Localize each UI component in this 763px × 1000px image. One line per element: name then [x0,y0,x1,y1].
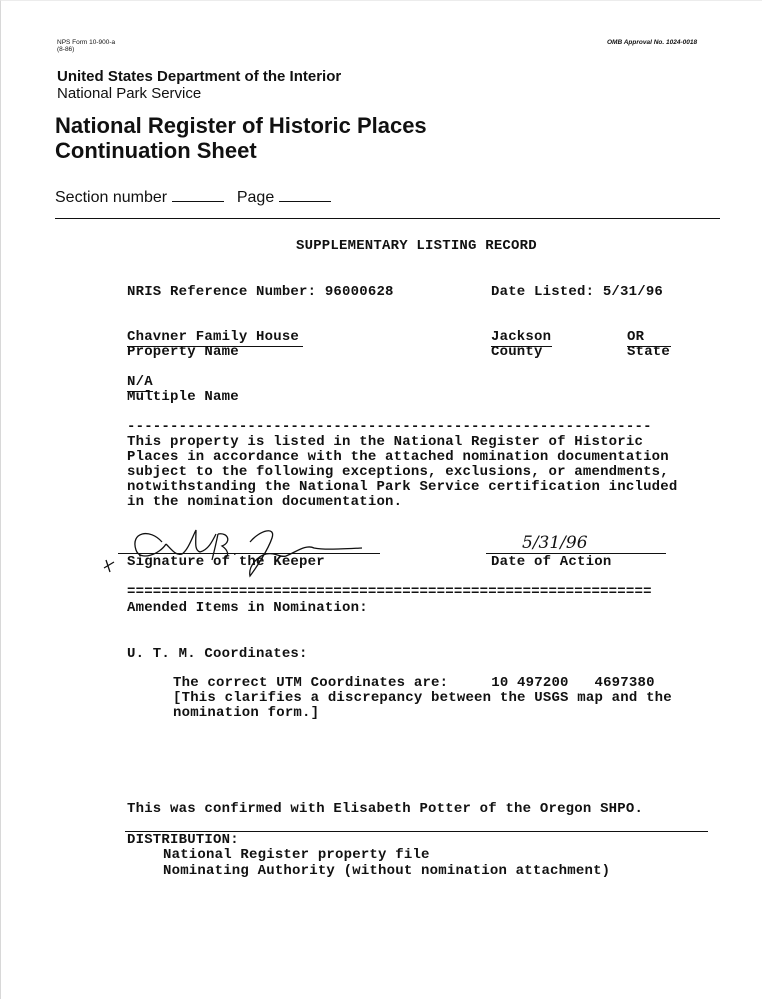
nris-reference: NRIS Reference Number: 96000628 [127,284,394,300]
utm-line: nomination form.] [173,705,320,721]
omb-approval: OMB Approval No. 1024-0018 [607,39,698,46]
state-label: State [627,344,671,360]
county-label: County [491,344,543,360]
utm-line: [This clarifies a discrepancy between the USGS map and the [173,690,672,706]
form-revision: (8-86) [57,46,75,53]
listing-paragraph-line: subject to the following exceptions, exclusions, or amendments, [127,464,669,480]
date-listed: Date Listed: 5/31/96 [491,284,664,300]
handwritten-date-of-action: 5/31/96 [522,533,588,553]
page-number-blank [279,201,331,202]
header-divider [55,218,720,219]
department-name: United States Department of the Interior [57,68,342,85]
property-name-label: Property Name [127,344,239,360]
form-subtitle: Continuation Sheet [55,138,257,163]
record-heading: SUPPLEMENTARY LISTING RECORD [296,238,537,254]
section-number-label: Section number [55,189,168,206]
county: Jackson [491,329,552,345]
keeper-signature [100,520,365,580]
equals-separator: ============================================================= [127,584,652,600]
date-of-action-label: Date of Action [491,554,612,570]
listing-paragraph-line: notwithstanding the National Park Service certification included [127,479,678,495]
state: OR [627,330,671,347]
distribution-item: National Register property file [163,847,430,863]
multiple-name: N/A [127,374,153,390]
confirmation-note: This was confirmed with Elisabeth Potter of the Oregon SHPO. [127,801,644,817]
listing-paragraph-line: Places in accordance with the attached nomination documentation [127,449,669,465]
section-number-row [55,189,331,207]
property-name: Chavner Family House [127,330,303,347]
multiple-name-label: Multiple Name [127,389,239,405]
section-number-blank [172,201,224,202]
dash-separator: ------------------------------------------------------------- [127,419,652,435]
form-title: National Register of Historic Places [55,113,427,138]
distribution-label: DISTRIBUTION: [127,832,239,848]
listing-paragraph-line: in the nomination documentation. [127,494,403,510]
utm-line: The correct UTM Coordinates are: 10 497200 4697380 [173,675,655,691]
listing-paragraph-line: This property is listed in the National Register of Historic [127,434,644,450]
service-name: National Park Service [57,85,202,102]
form-id: NPS Form 10-900-a [57,39,116,46]
amended-items-heading: Amended Items in Nomination: [127,600,368,616]
utm-heading: U. T. M. Coordinates: [127,646,308,662]
page-label: Page [236,189,275,206]
distribution-item: Nominating Authority (without nomination attachment) [163,863,611,879]
signature-label: Signature of the Keeper [127,554,325,570]
